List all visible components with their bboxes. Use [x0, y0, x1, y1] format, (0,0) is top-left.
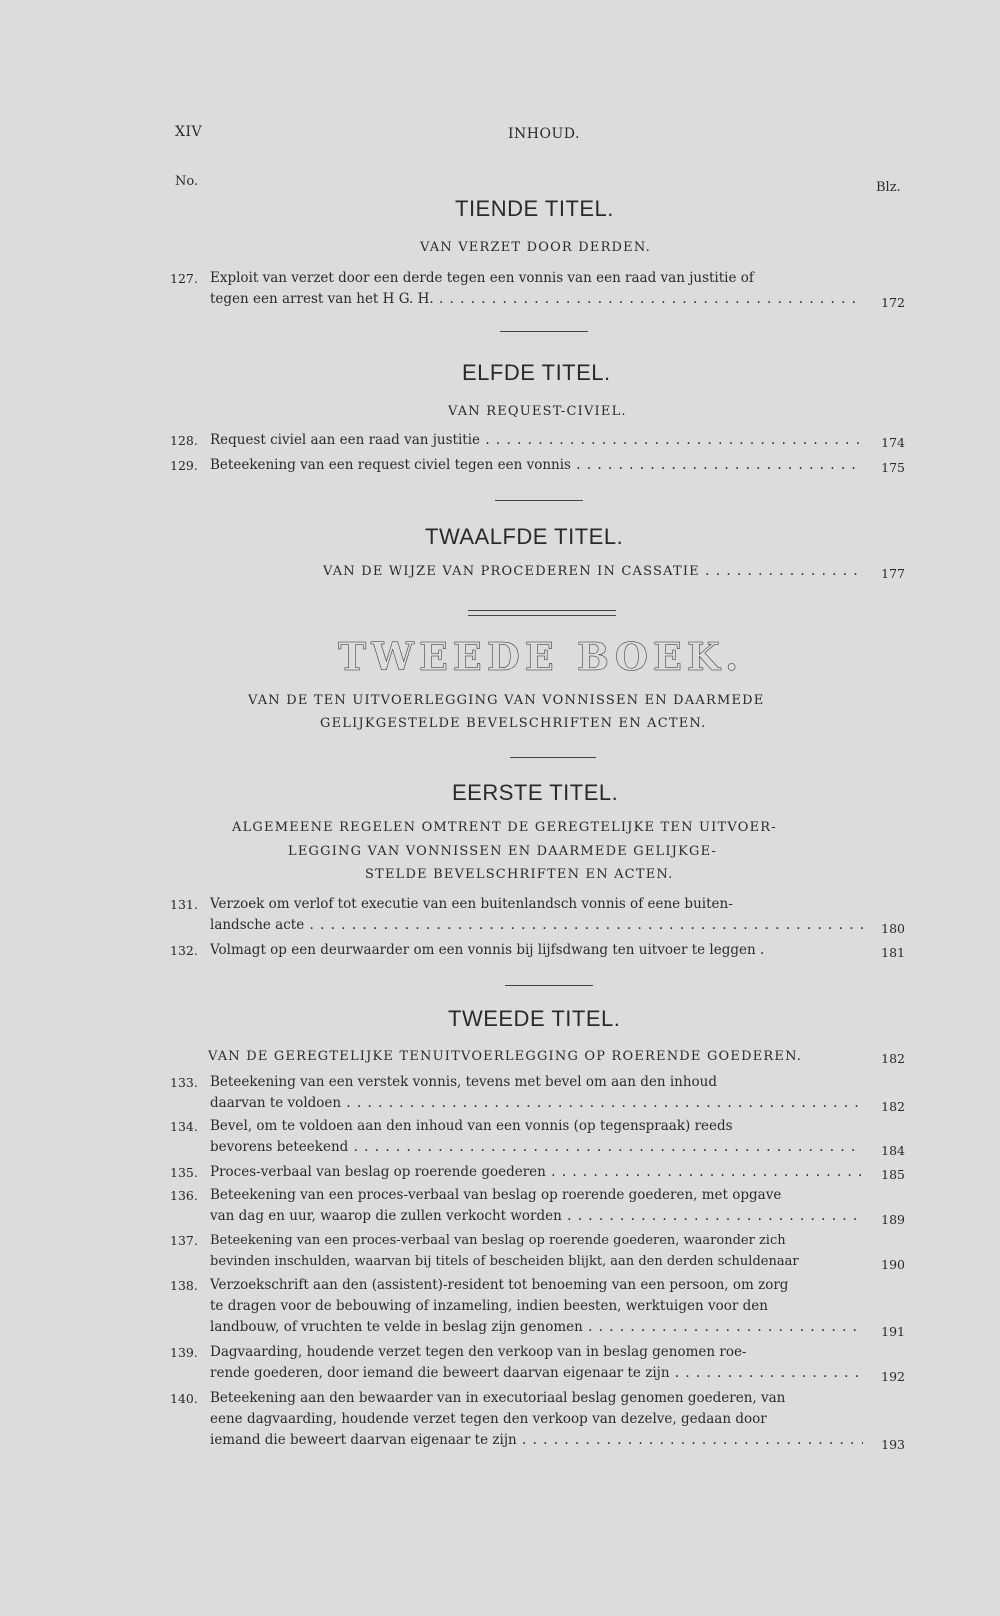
section-subtitle-twaalfde: VAN DE WIJZE VAN PROCEDEREN IN CASSATIE	[323, 564, 700, 579]
entry-text: daarvan te voldoen	[210, 1095, 342, 1111]
section-title-tweede: TWEEDE TITEL.	[448, 1006, 621, 1031]
entry-text: Beteekening van een proces-verbaal van beslag op roerende goederen, waaronder zich	[210, 1233, 786, 1248]
entry-page: 172	[881, 295, 905, 310]
section-title-tiende: TIENDE TITEL.	[455, 196, 614, 221]
toc-entry	[170, 1162, 905, 1184]
entry-number: 138.	[170, 1278, 198, 1293]
toc-entry	[170, 430, 905, 452]
book-title: TWEEDE BOEK.	[338, 634, 744, 679]
leader-dots	[546, 1164, 863, 1180]
entry-number: 129.	[170, 458, 198, 473]
entry-number: 132.	[170, 943, 198, 958]
leader-dots	[341, 1095, 863, 1111]
toc-entry	[170, 1342, 905, 1386]
entry-page: 175	[881, 460, 905, 475]
leader-dots	[670, 1365, 863, 1381]
entry-text: Beteekening van een proces-verbaal van beslag op roerende goederen, met opgave	[210, 1187, 782, 1203]
entry-text: te dragen voor de bebouwing of inzameling, indien beesten, werktuigen voor den	[210, 1298, 768, 1314]
entry-text: tegen een arrest van het H G. H.	[210, 291, 434, 307]
entry-number: 131.	[170, 897, 198, 912]
toc-entry	[170, 268, 905, 312]
entry-page: 180	[881, 921, 905, 936]
entry-number: 137.	[170, 1233, 198, 1248]
section-title-elfde: ELFDE TITEL.	[462, 360, 611, 385]
entry-page: 192	[881, 1369, 905, 1384]
entry-page: 189	[881, 1212, 905, 1227]
entry-number: 139.	[170, 1345, 198, 1360]
leader-dots	[348, 1139, 863, 1155]
column-label-no: No.	[175, 174, 199, 189]
entry-number: 128.	[170, 433, 198, 448]
entry-page: 182	[881, 1051, 905, 1066]
toc-entry	[170, 1072, 905, 1116]
entry-page: 193	[881, 1437, 905, 1452]
entry-text: iemand die beweert daarvan eigenaar te zijn	[210, 1432, 517, 1448]
toc-entry	[170, 1185, 905, 1229]
section-title-eerste: EERSTE TITEL.	[452, 780, 619, 805]
entry-text: Verzoekschrift aan den (assistent)-resident tot benoeming van een persoon, om zorg	[210, 1277, 789, 1293]
toc-entry	[170, 940, 905, 962]
toc-entry	[170, 455, 905, 477]
toc-entry	[170, 1230, 905, 1274]
entry-number: 127.	[170, 271, 198, 286]
entry-text: bevinden inschulden, waarvan bij titels of bescheiden blijkt, aan den derden schuldenaar	[210, 1254, 799, 1269]
section-divider	[495, 500, 583, 501]
column-label-blz: Blz.	[876, 180, 901, 195]
toc-entry	[170, 1388, 905, 1454]
entry-number: 134.	[170, 1119, 198, 1134]
section-subtitle-eerste: LEGGING VAN VONNISSEN EN DAARMEDE GELIJKGE-	[288, 844, 718, 859]
entry-text: Bevel, om te voldoen aan den inhoud van een vonnis (op tegenspraak) reeds	[210, 1118, 733, 1134]
leader-dots	[562, 1208, 863, 1224]
entry-page: 185	[881, 1167, 905, 1182]
entry-text: landbouw, of vruchten te velde in beslag zijn genomen	[210, 1319, 583, 1335]
entry-number: 136.	[170, 1188, 198, 1203]
entry-page: 182	[881, 1099, 905, 1114]
entry-text: bevorens beteekend	[210, 1139, 349, 1155]
section-subtitle-tweede: VAN DE GEREGTELIJKE TENUITVOERLEGGING OP ROERENDE GOEDEREN.	[208, 1049, 803, 1064]
toc-entry	[170, 561, 905, 583]
entry-text: Verzoek om verlof tot executie van een buitenlandsch vonnis of eene buiten-	[210, 896, 733, 912]
section-subtitle-tiende: VAN VERZET DOOR DERDEN.	[420, 240, 651, 255]
entry-page: 181	[881, 945, 905, 960]
section-divider	[505, 985, 593, 986]
entry-text: Dagvaarding, houdende verzet tegen den verkoop van in beslag genomen roe-	[210, 1344, 747, 1360]
entry-page: 177	[881, 566, 905, 581]
leader-dots	[583, 1319, 863, 1335]
entry-text: Exploit van verzet door een derde tegen een vonnis van een raad van justitie of	[210, 270, 754, 286]
entry-text: Beteekening van een request civiel tegen een vonnis	[210, 457, 571, 473]
book-subtitle: GELIJKGESTELDE BEVELSCHRIFTEN EN ACTEN.	[320, 716, 707, 731]
section-subtitle-elfde: VAN REQUEST-CIVIEL.	[448, 404, 627, 419]
book-divider	[468, 610, 616, 616]
page-number-roman: XIV	[175, 124, 203, 140]
entry-text: van dag en uur, waarop die zullen verkocht worden	[210, 1208, 562, 1224]
entry-text: landsche acte	[210, 917, 305, 933]
entry-number: 133.	[170, 1075, 198, 1090]
section-divider	[500, 331, 588, 332]
entry-number: 140.	[170, 1391, 198, 1406]
entry-number: 135.	[170, 1165, 198, 1180]
entry-page: 184	[881, 1143, 905, 1158]
leader-dots	[517, 1432, 863, 1448]
section-title-twaalfde: TWAALFDE TITEL.	[425, 524, 624, 549]
toc-entry	[170, 894, 905, 938]
entry-text: rende goederen, door iemand die beweert daarvan eigenaar te zijn	[210, 1365, 670, 1381]
toc-entry	[170, 1046, 905, 1068]
leader-dots	[480, 432, 863, 448]
leader-dots	[434, 291, 863, 307]
entry-page: 174	[881, 435, 905, 450]
section-subtitle-eerste: STELDE BEVELSCHRIFTEN EN ACTEN.	[365, 867, 674, 882]
running-head: INHOUD.	[508, 126, 580, 142]
leader-dots	[304, 917, 863, 933]
entry-page: 191	[881, 1324, 905, 1339]
toc-entry	[170, 1275, 905, 1341]
entry-text: Beteekening aan den bewaarder van in executoriaal beslag genomen goederen, van	[210, 1390, 786, 1406]
leader-dots	[700, 563, 863, 579]
section-subtitle-eerste: ALGEMEENE REGELEN OMTRENT DE GEREGTELIJKE TEN UITVOER-	[232, 820, 777, 835]
book-subtitle: VAN DE TEN UITVOERLEGGING VAN VONNISSEN EN DAARMEDE	[248, 693, 765, 708]
entry-text: Beteekening van een verstek vonnis, tevens met bevel om aan den inhoud	[210, 1074, 718, 1090]
entry-text: Volmagt op een deurwaarder om een vonnis bij lijfsdwang ten uitvoer te leggen .	[210, 942, 765, 958]
leader-dots	[571, 457, 863, 473]
section-divider	[510, 757, 596, 758]
toc-entry	[170, 1116, 905, 1160]
entry-page: 190	[881, 1257, 905, 1272]
entry-text: Proces-verbaal van beslag op roerende goederen	[210, 1164, 546, 1180]
entry-text: eene dagvaarding, houdende verzet tegen den verkoop van dezelve, gedaan door	[210, 1411, 767, 1427]
entry-text: Request civiel aan een raad van justitie	[210, 432, 481, 448]
